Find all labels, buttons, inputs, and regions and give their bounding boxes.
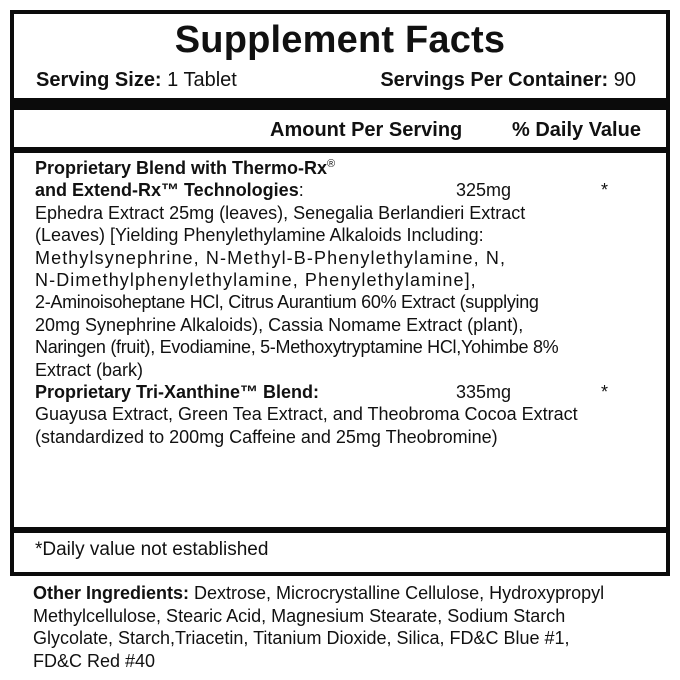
- other-ingredients-label: Other Ingredients:: [33, 583, 190, 603]
- blend2-daily-value: *: [601, 382, 609, 403]
- blend1-amount: 325mg: [456, 180, 512, 201]
- thick-divider: [14, 98, 666, 110]
- blend1-colon: :: [298, 180, 304, 201]
- blend2-ingredient-line: (standardized to 200mg Caffeine and 25mg Theobromine): [35, 426, 498, 447]
- blend1-ingredient-line: Extract (bark): [35, 359, 144, 380]
- blend1-name-line1: [35, 157, 649, 179]
- panel-title: Supplement Facts: [174, 19, 506, 61]
- daily-value-footnote: *Daily value not established: [35, 539, 269, 560]
- blend1-daily-value: *: [601, 180, 609, 201]
- supplement-facts-panel: [10, 10, 670, 576]
- registered-mark: ®: [327, 158, 336, 170]
- column-header-daily-value: % Daily Value: [512, 119, 641, 141]
- blend2-row: [35, 381, 649, 403]
- other-ingredients-line4: FD&C Red #40: [33, 650, 156, 671]
- blend1-ingredient-line: Naringen (fruit), Evodiamine, 5-Methoxytryptamine HCl,Yohimbe 8%: [35, 337, 559, 358]
- servings-per-label: Servings Per Container:: [380, 69, 609, 91]
- blend1-ingredient-line: N-Dimethylphenylethylamine, Phenylethylamine],: [35, 270, 477, 291]
- blend1-row: [35, 179, 649, 201]
- blend1-ingredient-line: 20mg Synephrine Alkaloids), Cassia Nomame Extract (plant),: [35, 314, 524, 335]
- blend1-name: Proprietary Blend with Thermo-Rx: [35, 158, 328, 178]
- blend2-name: Proprietary Tri-Xanthine™ Blend:: [35, 382, 320, 403]
- other-ingredients-line3: Glycolate, Starch,Triacetin, Titanium Dioxide, Silica, FD&C Blue #1,: [33, 628, 570, 649]
- other-ingredients-text: Dextrose, Microcrystalline Cellulose, Hydroxypropyl: [194, 583, 605, 603]
- column-header-amount: Amount Per Serving: [270, 119, 463, 141]
- blend2-amount: 335mg: [456, 382, 512, 403]
- blend1-ingredient-line: 2-Aminoisoheptane HCl, Citrus Aurantium 60% Extract (supplying: [35, 292, 539, 313]
- ingredient-list: [35, 157, 649, 448]
- blend2-ingredient-line: Guayusa Extract, Green Tea Extract, and Theobroma Cocoa Extract: [35, 404, 578, 425]
- blend1-name-line2: and Extend-Rx™ Technologies: [35, 180, 299, 201]
- footnote-divider: [14, 527, 666, 533]
- blend1-ingredient-line: (Leaves) [Yielding Phenylethylamine Alkaloids Including:: [35, 225, 484, 246]
- servings-per-container: [380, 68, 636, 92]
- other-ingredients: [33, 582, 653, 672]
- serving-size: [36, 68, 237, 92]
- blend1-ingredient-line: Ephedra Extract 25mg (leaves), Senegalia Berlandieri Extract: [35, 202, 526, 223]
- serving-size-label: Serving Size:: [36, 69, 162, 91]
- serving-size-value: 1 Tablet: [167, 69, 237, 91]
- other-ingredients-line1: [33, 582, 653, 605]
- other-ingredients-line2: Methylcellulose, Stearic Acid, Magnesium Stearate, Sodium Starch: [33, 605, 566, 626]
- blend1-ingredient-line: Methylsynephrine, N-Methyl-B-Phenylethylamine, N,: [35, 247, 507, 268]
- header-divider: [14, 147, 666, 153]
- servings-per-value: 90: [613, 69, 636, 91]
